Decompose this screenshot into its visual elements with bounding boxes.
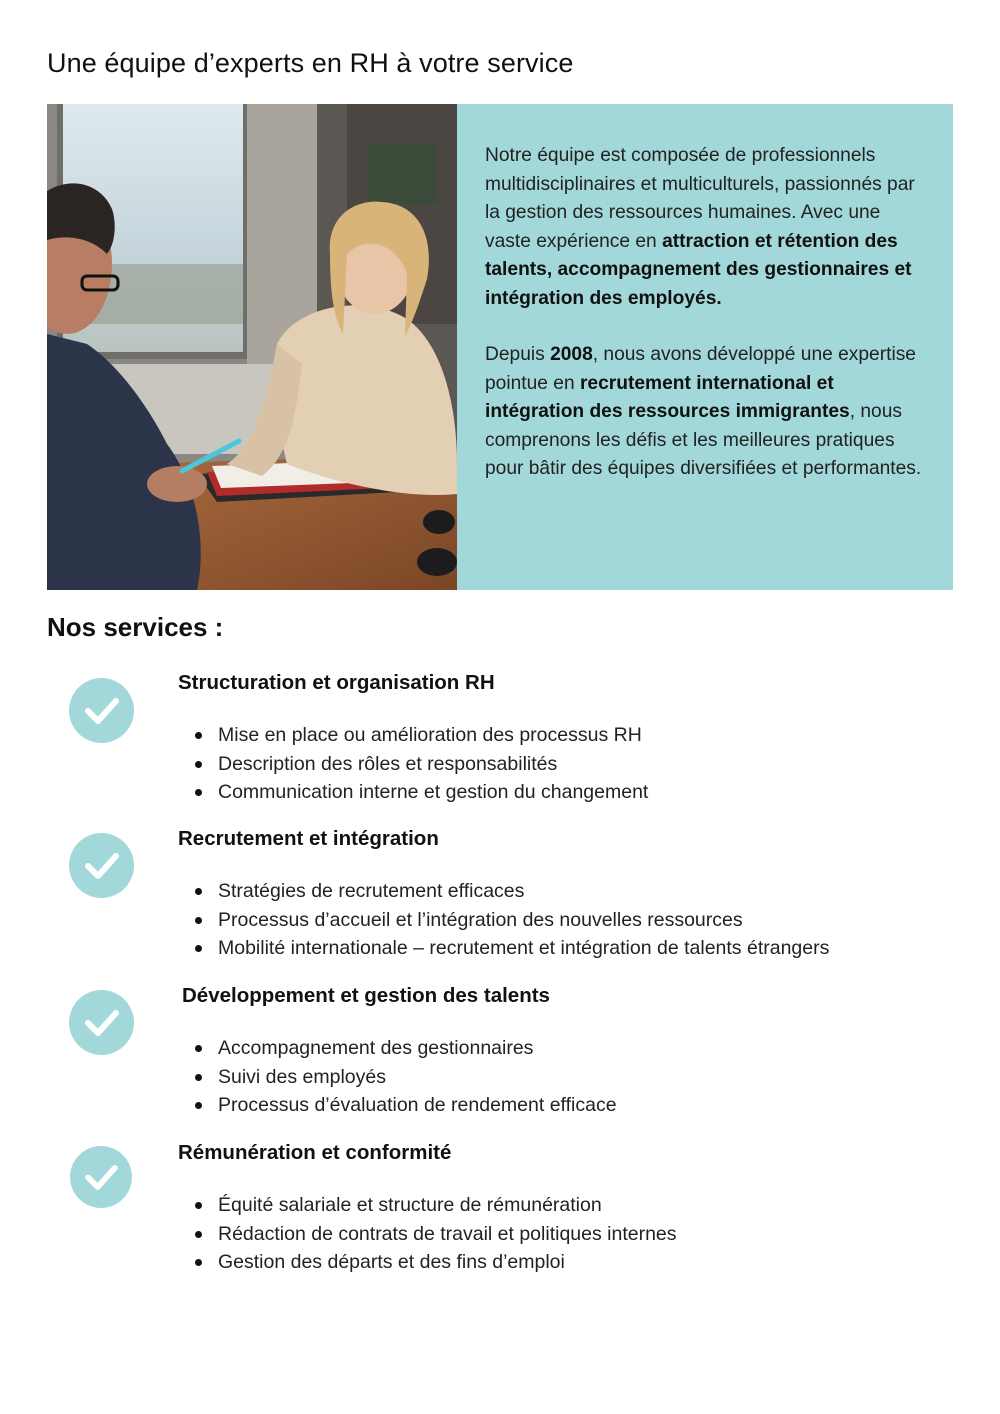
- intro-text: Notre équipe est composée de professionnels multidisciplinaires et multiculturels, passionnés par la gestion des ressources humaines. Avec une vaste expérience en: [485, 145, 915, 252]
- list-item: Rédaction de contrats de travail et politiques internes: [178, 1220, 677, 1249]
- list-item: Gestion des départs et des fins d’emploi: [178, 1248, 677, 1277]
- intro-highlight: attraction et rétention des talents, accompagnement des gestionnaires et intégration des employés.: [485, 230, 912, 309]
- intro-panel: [457, 104, 953, 590]
- list-item: Processus d’évaluation de rendement efficace: [178, 1091, 617, 1120]
- intro-text: Depuis: [485, 344, 551, 365]
- list-item: Équité salariale et structure de rémunération: [178, 1191, 677, 1220]
- service-title: Recrutement et intégration: [178, 827, 439, 850]
- service-block: [0, 984, 1000, 1134]
- intro-paragraph-1: [485, 142, 929, 313]
- list-item: Mobilité internationale – recrutement et intégration de talents étrangers: [178, 934, 829, 963]
- intro-text: , nous comprenons les défis et les meilleures pratiques pour bâtir des équipes diversifiées et performantes.: [485, 401, 922, 479]
- service-block: [0, 827, 1000, 977]
- list-item: Communication interne et gestion du changement: [178, 778, 648, 807]
- list-item: Mise en place ou amélioration des processus RH: [178, 721, 648, 750]
- service-title: Développement et gestion des talents: [182, 984, 550, 1007]
- intro-year: 2008: [550, 344, 593, 365]
- page-title: Une équipe d’experts en RH à votre service: [47, 48, 574, 78]
- intro-text: , nous avons développé une expertise pointue en: [485, 344, 916, 394]
- services-heading: Nos services :: [47, 612, 224, 642]
- hero-section: [47, 104, 953, 590]
- service-bullet-list: [178, 1191, 677, 1277]
- list-item: Stratégies de recrutement efficaces: [178, 877, 829, 906]
- list-item: Processus d’accueil et l’intégration des nouvelles ressources: [178, 906, 829, 935]
- list-item: Description des rôles et responsabilités: [178, 750, 648, 779]
- list-item: Suivi des employés: [178, 1063, 617, 1092]
- check-circle-icon: [69, 833, 134, 898]
- list-item: Accompagnement des gestionnaires: [178, 1034, 617, 1063]
- service-bullet-list: [178, 1034, 617, 1120]
- service-block: [0, 671, 1000, 821]
- check-circle-icon: [69, 678, 134, 743]
- check-circle-icon: [70, 1146, 132, 1208]
- service-bullet-list: [178, 721, 648, 807]
- service-title: Rémunération et conformité: [178, 1141, 452, 1164]
- intro-paragraph-2: [485, 341, 929, 484]
- consultation-photo: [47, 104, 457, 590]
- check-circle-icon: [69, 990, 134, 1055]
- intro-highlight: recrutement international et intégration des ressources immigrantes: [485, 372, 850, 422]
- service-title: Structuration et organisation RH: [178, 671, 495, 694]
- service-bullet-list: [178, 877, 829, 963]
- service-block: [0, 1141, 1000, 1291]
